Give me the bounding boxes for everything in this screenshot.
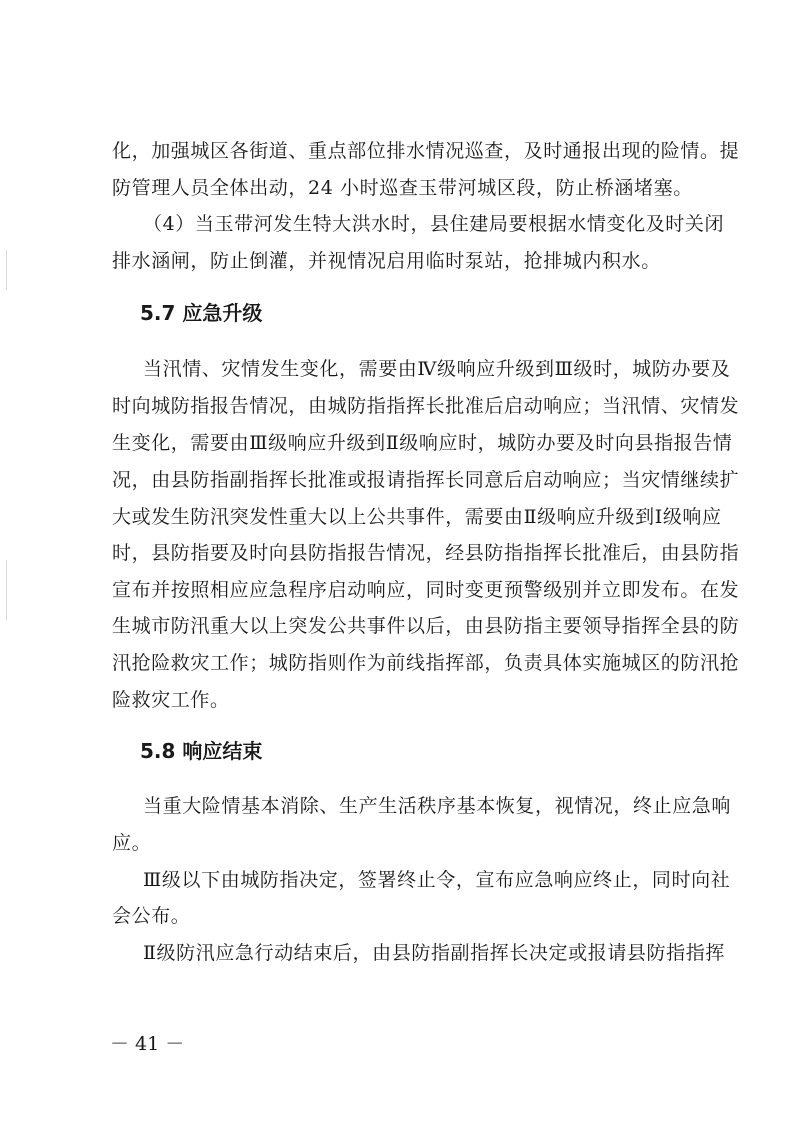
body-line: 当汛情、灾情发生变化，需要由Ⅳ级响应升级到Ⅲ级时，城防办要及 xyxy=(143,358,731,380)
body-line: 会公布。 xyxy=(112,905,191,927)
body-line: Ⅱ级防汛应急行动结束后，由县防指副指挥长决定或报请县防指指挥 xyxy=(143,942,725,964)
body-line: Ⅲ级以下由城防指决定，签署终止令，宣布应急响应终止，同时向社 xyxy=(143,869,731,891)
body-line: 汛抢险救灾工作；城防指则作为前线指挥部，负责具体实施城区的防汛抢 xyxy=(112,652,740,674)
page-number: － 41 － xyxy=(110,1033,185,1055)
body-line: 当重大险情基本消除、生产生活秩序基本恢复，视情况，终止应急响 xyxy=(143,795,732,817)
section-heading: 5.7 应急升级 xyxy=(140,301,263,325)
section-heading: 5.8 响应结束 xyxy=(140,739,263,763)
body-line: 排水涵闸，防止倒灌，并视情况启用临时泵站，抢排城内积水。 xyxy=(112,250,661,272)
body-line: 应。 xyxy=(112,832,152,854)
body-line: 险救灾工作。 xyxy=(112,689,230,711)
body-line: 生城市防汛重大以上突发公共事件以后，由县防指主要领导指挥全县的防 xyxy=(112,615,740,637)
body-line: 时，县防指要及时向县防指报告情况，经县防指指挥长批准后，由县防指 xyxy=(112,542,740,564)
body-line: 时向城防指报告情况，由城防指指挥长批准后启动响应；当汛情、灾情发 xyxy=(112,395,740,417)
body-line: 大或发生防汛突发性重大以上公共事件，需要由Ⅱ级响应升级到Ⅰ级响应 xyxy=(112,506,722,528)
body-line: （4）当玉带河发生特大洪水时，县住建局要根据水情变化及时关闭 xyxy=(143,213,725,235)
body-line: 生变化，需要由Ⅲ级响应升级到Ⅱ级响应时，城防办要及时向县指报告情 xyxy=(112,432,733,454)
body-line: 化，加强城区各街道、重点部位排水情况巡查，及时通报出现的险情。提 xyxy=(112,140,740,162)
body-line: 宣布并按照相应应急程序启动响应，同时变更预警级别并立即发布。在发 xyxy=(112,579,740,601)
body-line: 况，由县防指副指挥长批准或报请指挥长同意后启动响应；当灾情继续扩 xyxy=(112,469,740,491)
body-line: 防管理人员全体出动，24 小时巡查玉带河城区段，防止桥涵堵塞。 xyxy=(112,177,693,199)
